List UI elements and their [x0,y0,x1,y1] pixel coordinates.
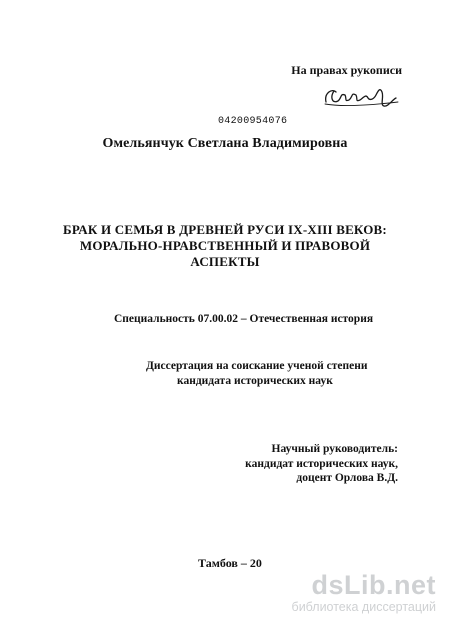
author-signature [322,83,402,109]
dissertation-degree-line-1: Диссертация на соискание ученой степени [146,360,368,372]
watermark-tagline: библиотека диссертаций [291,600,436,614]
watermark-logo: dsLib.net [311,570,436,600]
thesis-title-line-2: МОРАЛЬНО-НРАВСТВЕННЫЙ И ПРАВОВОЙ [79,238,371,253]
thesis-title-line-1: БРАК И СЕМЬЯ В ДРЕВНЕЙ РУСИ IX-XIII ВЕКОВ: [63,222,387,237]
dissertation-degree-line-2: кандидата исторических наук [177,375,333,387]
dslib-watermark [254,570,436,616]
dissertation-degree-block [146,359,367,389]
place-and-year: Тамбов – 20 [198,556,262,570]
supervisor-name: доцент Орлова В.Д. [296,472,398,484]
document-number: 04200954076 [218,116,288,127]
specialty-line: Специальность 07.00.02 – Отечественная история [114,313,374,325]
supervisor-role: Научный руководитель: [271,443,398,455]
thesis-title-line-3: АСПЕКТЫ [190,254,260,269]
supervisor-block [245,442,398,486]
author-name: Омельянчук Светлана Владимировна [102,136,348,151]
supervisor-degree: кандидат исторических наук, [245,457,398,470]
manuscript-rights-note: На правах рукописи [291,63,402,77]
